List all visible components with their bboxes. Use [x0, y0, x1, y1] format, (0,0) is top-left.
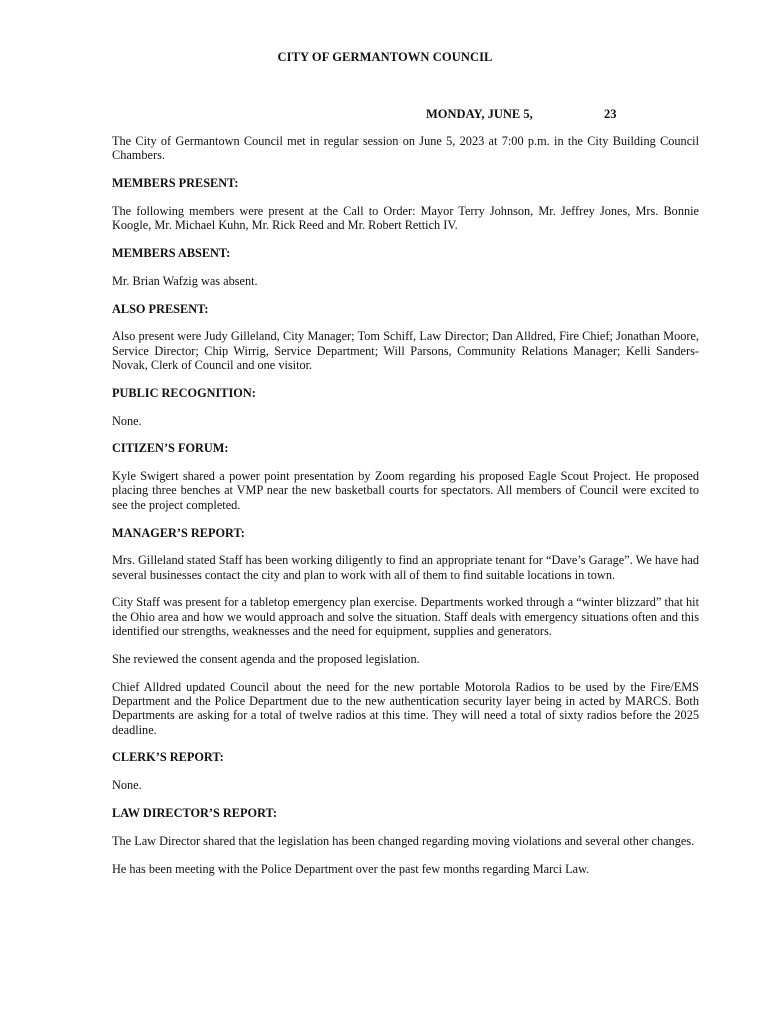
members-present-heading: MEMBERS PRESENT:: [112, 176, 239, 191]
clerks-report-text: None.: [112, 778, 142, 793]
law-directors-report-paragraph: He has been meeting with the Police Department over the past few months regarding Marci Law.: [112, 861, 590, 876]
meeting-date-year: 23: [604, 107, 617, 121]
minutes-body: [112, 134, 699, 889]
document-title: CITY OF GERMANTOWN COUNCIL: [277, 50, 493, 64]
members-present-text: The following members were present at the Call to Order: Mayor Terry Johnson, Mr. Jeffrey Jones, Mrs. Bonnie Koogle, Mr. Michael Kuhn, Mr. Rick Reed and Mr. Robert Rettich IV.: [112, 203, 699, 233]
law-directors-report-paragraph: The Law Director shared that the legislation has been changed regarding moving violations and several other changes.: [112, 833, 695, 848]
also-present-text: Also present were Judy Gilleland, City Manager; Tom Schiff, Law Director; Dan Alldred, Fire Chief; Jonathan Moore, Service Director; Chip Wirrig, Service Department; Will Parsons, Community Relations Manager; Kelli Sanders-Novak, Clerk of Council and one visitor.: [112, 329, 699, 372]
managers-report-heading: MANAGER’S REPORT:: [112, 525, 245, 540]
managers-report-paragraph: She reviewed the consent agenda and the proposed legislation.: [112, 651, 420, 666]
members-absent-text: Mr. Brian Wafzig was absent.: [112, 273, 258, 288]
meeting-date: [426, 107, 617, 122]
citizens-forum-heading: CITIZEN’S FORUM:: [112, 441, 229, 456]
intro-paragraph: The City of Germantown Council met in regular session on June 5, 2023 at 7:00 p.m. in the City Building Council Chambers.: [112, 134, 699, 163]
managers-report-paragraph: Chief Alldred updated Council about the need for the new portable Motorola Radios to be used by the Fire/EMS Department and the Police Department due to the new authentication security layer being in acted by MARCS. Both Departments are asking for a total of twelve radios at this time. They will need a total of sixty radios before the 2025 deadline.: [112, 679, 699, 737]
public-recognition-heading: PUBLIC RECOGNITION:: [112, 385, 256, 400]
meeting-date-label: MONDAY, JUNE 5,: [426, 107, 533, 121]
managers-report-paragraph: Mrs. Gilleland stated Staff has been working diligently to find an appropriate tenant for “Dave’s Garage”. We have had several businesses contact the city and plan to work with all of them to find suitable locations in town.: [112, 553, 699, 582]
also-present-heading: ALSO PRESENT:: [112, 301, 209, 316]
citizens-forum-text: Kyle Swigert shared a power point presentation by Zoom regarding his proposed Eagle Scout Project. He proposed placing three benches at VMP near the new basketball courts for spectators. All members of Council were excited to see the project completed.: [112, 469, 699, 512]
law-directors-report-heading: LAW DIRECTOR’S REPORT:: [112, 805, 277, 820]
public-recognition-text: None.: [112, 413, 142, 428]
clerks-report-heading: CLERK’S REPORT:: [112, 750, 224, 765]
managers-report-paragraph: City Staff was present for a tabletop emergency plan exercise. Departments worked through a “winter blizzard” that hit the Ohio area and how we would approach and solve the situation. Staff deals with emergency situations often and this identified our strengths, weaknesses and the need for equipment, supplies and generators.: [112, 595, 699, 639]
members-absent-heading: MEMBERS ABSENT:: [112, 245, 231, 260]
